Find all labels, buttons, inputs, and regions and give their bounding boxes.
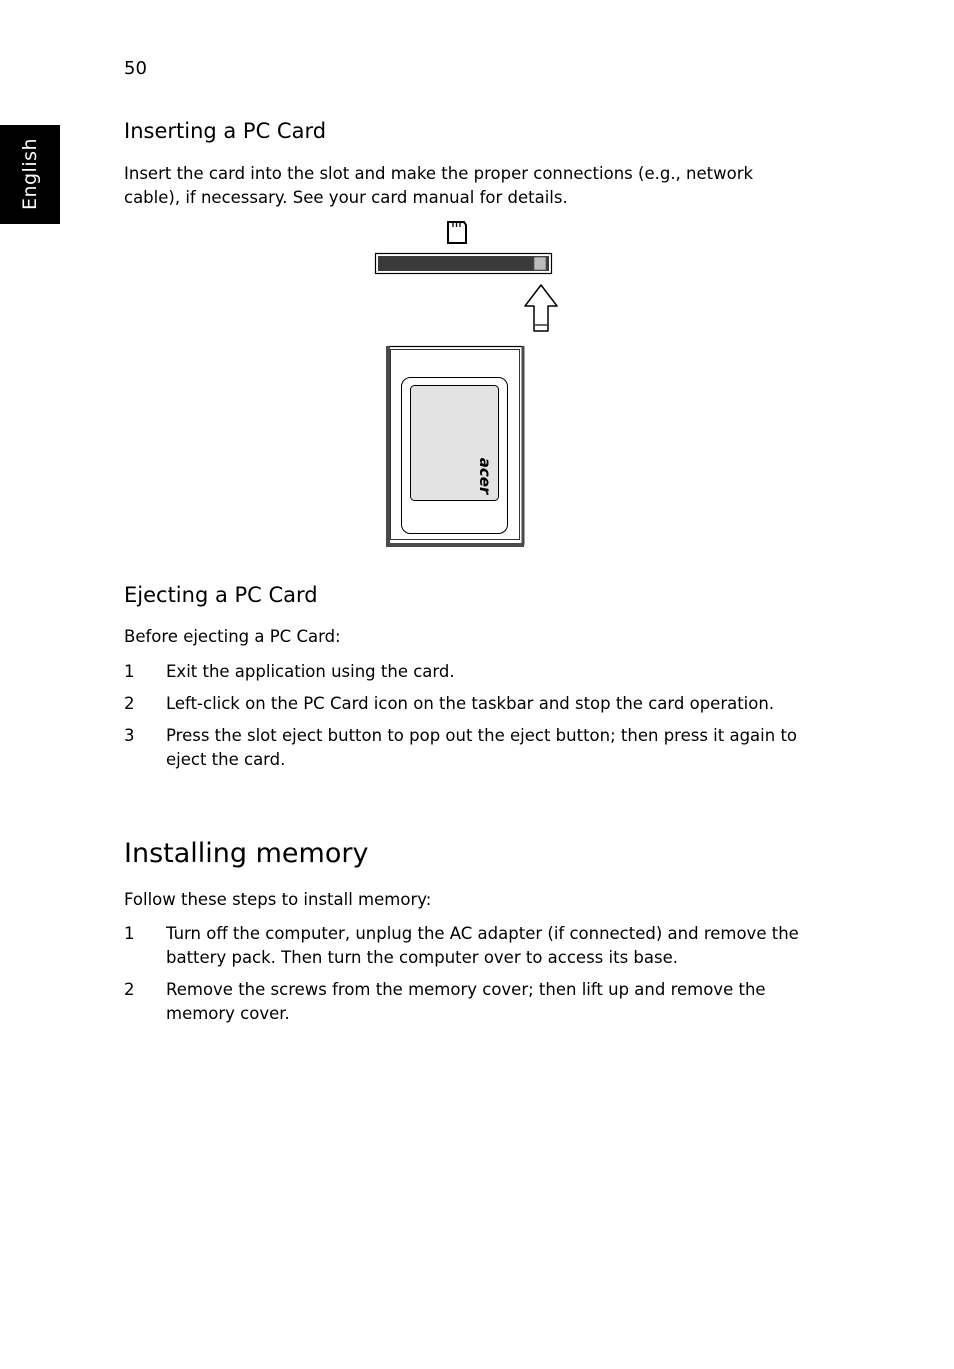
inserting-body: Insert the card into the slot and make the proper connections (e.g., network cable), if necessary. See your card manual for details. [124,164,754,207]
step-text: Press the slot eject button to pop out the eject button; then press it again to eject the card. [166,726,798,769]
pc-card-insertion-illustration [370,214,570,550]
step-number: 1 [124,662,135,681]
step-text: Left-click on the PC Card icon on the taskbar and stop the card operation. [166,694,775,713]
insert-direction-arrow-icon [525,285,557,331]
memory-heading: Installing memory [124,838,369,869]
language-tab-label: English [19,137,41,211]
ejecting-heading: Ejecting a PC Card [124,583,318,607]
step-text: Remove the screws from the memory cover; then lift up and remove the memory cover. [166,980,766,1023]
step-number: 2 [124,980,135,999]
step-text: Exit the application using the card. [166,662,455,681]
card-slot [376,254,552,274]
step-text: Turn off the computer, unplug the AC adapter (if connected) and remove the battery pack. Then turn the computer over to access its base. [166,924,799,967]
memory-intro: Follow these steps to install memory: [124,890,432,909]
step-number: 3 [124,726,135,745]
card-brand-label: acer [476,457,494,495]
step-number: 2 [124,694,135,713]
step-number: 1 [124,924,135,943]
ejecting-intro: Before ejecting a PC Card: [124,627,341,646]
pc-card-slot-icon [448,222,466,243]
page-number: 50 [124,58,147,79]
pc-card [388,346,525,545]
inserting-heading: Inserting a PC Card [124,119,327,143]
language-tab [0,125,60,224]
